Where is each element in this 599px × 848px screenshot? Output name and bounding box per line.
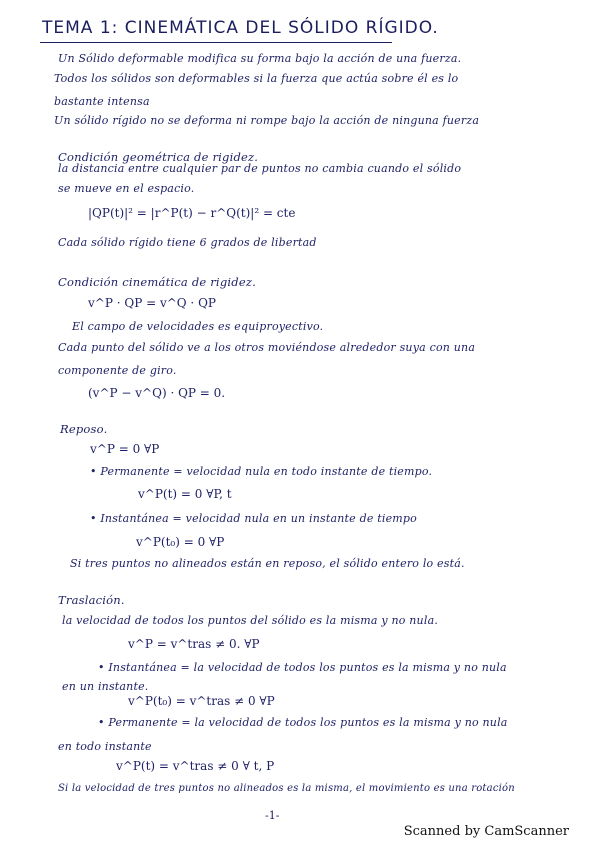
text-line: bastante intensa bbox=[54, 95, 150, 108]
section-heading: Reposo. bbox=[60, 422, 108, 436]
text-line: se mueve en el espacio. bbox=[58, 182, 195, 195]
text-line: • Permanente = velocidad nula en todo instante de tiempo. bbox=[90, 465, 433, 478]
section-heading: Traslación. bbox=[58, 593, 125, 607]
text-line: en un instante. bbox=[62, 680, 149, 693]
page-title: TEMA 1: CINEMÁTICA DEL SÓLIDO RÍGIDO. bbox=[42, 18, 439, 38]
equation: v^P(t) = v^tras ≠ 0 ∀ t, P bbox=[116, 759, 275, 773]
text-line: • Instantánea = velocidad nula en un instante de tiempo bbox=[90, 512, 417, 525]
text-line: Todos los sólidos son deformables si la fuerza que actúa sobre él es lo bbox=[54, 72, 459, 85]
text-line: Un sólido rígido no se deforma ni rompe bajo la acción de ninguna fuerza bbox=[54, 114, 480, 127]
text-line: • Permanente = la velocidad de todos los puntos es la misma y no nula bbox=[98, 716, 508, 729]
title-underline bbox=[40, 42, 392, 43]
text-line: la velocidad de todos los puntos del sólido es la misma y no nula. bbox=[62, 614, 439, 627]
text-line: Cada punto del sólido ve a los otros moviéndose alrededor suya con una bbox=[58, 341, 476, 354]
equation: v^P · QP = v^Q · QP bbox=[88, 296, 216, 310]
page-number: -1- bbox=[265, 809, 280, 822]
text-line: Cada sólido rígido tiene 6 grados de libertad bbox=[58, 236, 317, 249]
text-line: en todo instante bbox=[58, 740, 152, 753]
section-heading: Condición cinemática de rigidez. bbox=[58, 275, 256, 289]
text-line: Si tres puntos no alineados están en reposo, el sólido entero lo está. bbox=[70, 557, 465, 570]
equation: v^P = 0 ∀P bbox=[90, 442, 160, 456]
section-heading: Condición geométrica de rigidez. bbox=[58, 150, 259, 164]
text-line: Un Sólido deformable modifica su forma bajo la acción de una fuerza. bbox=[58, 52, 462, 65]
equation: v^P(t₀) = v^tras ≠ 0 ∀P bbox=[128, 694, 275, 708]
text-line: Si la velocidad de tres puntos no alineados es la misma, el movimiento es una rotación bbox=[58, 783, 515, 794]
scanner-watermark: Scanned by CamScanner bbox=[403, 824, 569, 839]
equation: v^P(t) = 0 ∀P, t bbox=[138, 487, 232, 501]
equation: v^P(t₀) = 0 ∀P bbox=[136, 535, 225, 549]
equation: (v^P − v^Q) · QP = 0. bbox=[88, 386, 226, 400]
text-line: componente de giro. bbox=[58, 364, 177, 377]
text-line: El campo de velocidades es equiproyectivo. bbox=[72, 320, 324, 333]
equation: |QP(t)|² = |r^P(t) − r^Q(t)|² = cte bbox=[88, 206, 296, 220]
text-line: • Instantánea = la velocidad de todos los puntos es la misma y no nula bbox=[98, 661, 507, 674]
equation: v^P = v^tras ≠ 0. ∀P bbox=[128, 637, 260, 651]
text-line: la distancia entre cualquier par de puntos no cambia cuando el sólido bbox=[58, 162, 462, 175]
